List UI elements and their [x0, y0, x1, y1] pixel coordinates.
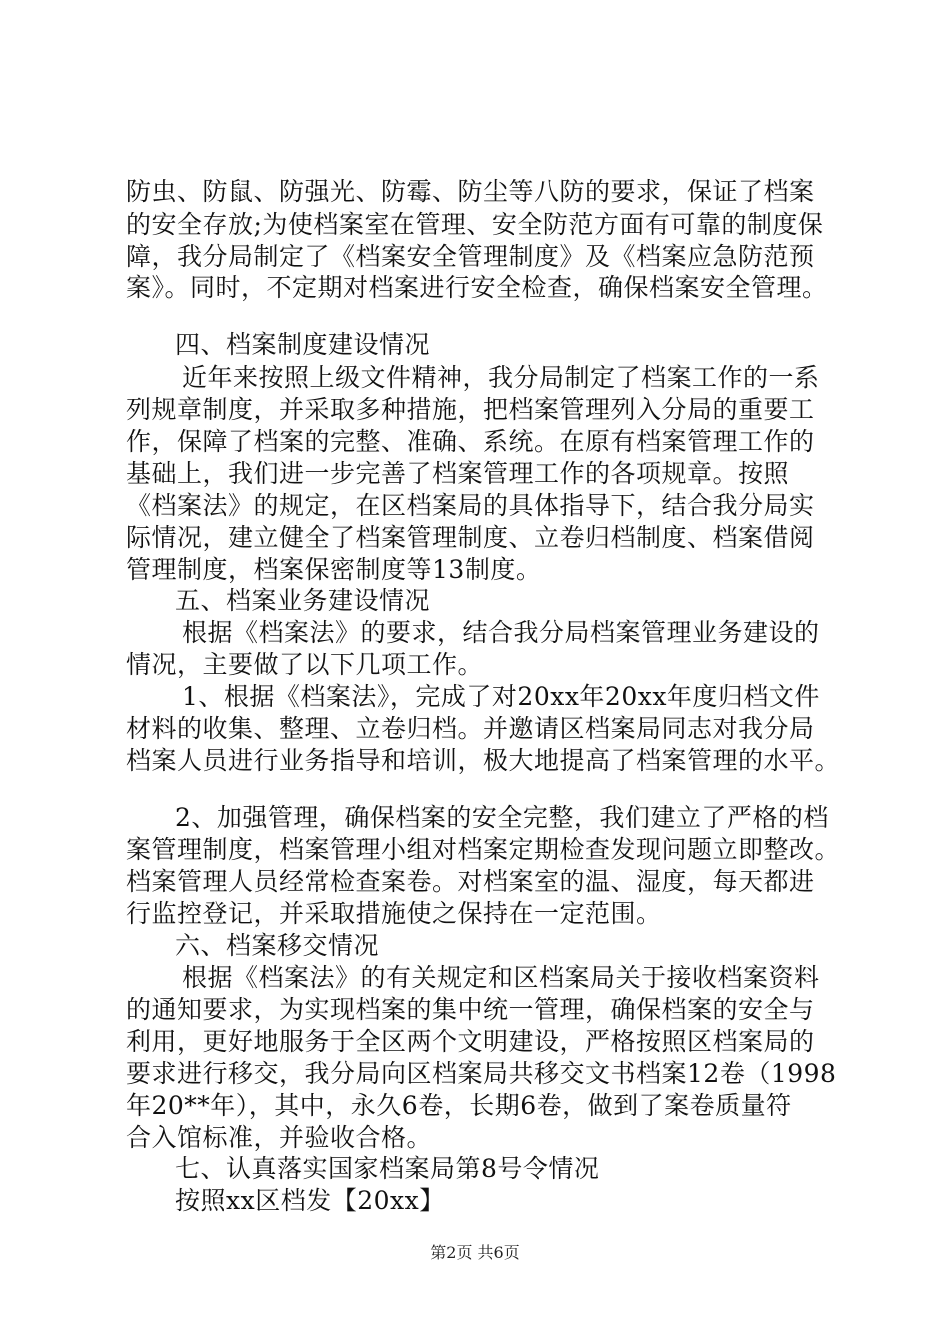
- paragraph-line: 按照xx区档发【20xx】: [175, 1186, 445, 1215]
- paragraph-line: 要求进行移交，我分局向区档案局共移交文书档案12卷（1998: [126, 1059, 837, 1088]
- paragraph-line: 际情况，建立健全了档案管理制度、立卷归档制度、档案借阅: [126, 523, 815, 552]
- section-heading: 七、认真落实国家档案局第8号令情况: [175, 1154, 600, 1183]
- paragraph-line: 基础上，我们进一步完善了档案管理工作的各项规章。按照: [126, 459, 790, 488]
- paragraph-line: 根据《档案法》的要求，结合我分局档案管理业务建设的: [182, 618, 820, 647]
- paragraph-line: 管理制度，档案保密制度等13制度。: [126, 555, 542, 584]
- paragraph-line: 年20**年），其中，永久6卷，长期6卷，做到了案卷质量符: [126, 1091, 792, 1120]
- paragraph-line: 利用，更好地服务于全区两个文明建设，严格按照区档案局的: [126, 1027, 815, 1056]
- paragraph-line: 障，我分局制定了《档案安全管理制度》及《档案应急防范预: [126, 242, 815, 271]
- paragraph-line: 列规章制度，并采取多种措施，把档案管理列入分局的重要工: [126, 395, 815, 424]
- paragraph-line: 近年来按照上级文件精神，我分局制定了档案工作的一系: [182, 363, 820, 392]
- page-number: 第2页 共6页: [430, 1243, 520, 1262]
- section-heading: 五、档案业务建设情况: [175, 586, 431, 615]
- paragraph-line: 行监控登记，并采取措施使之保持在一定范围。: [126, 899, 662, 928]
- paragraph-line: 根据《档案法》的有关规定和区档案局关于接收档案资料: [182, 963, 820, 992]
- paragraph-line: 情况，主要做了以下几项工作。: [126, 650, 484, 679]
- paragraph-line: 2、加强管理，确保档案的安全完整，我们建立了严格的档: [175, 803, 829, 832]
- paragraph-line: 档案人员进行业务指导和培训，极大地提高了档案管理的水平。: [126, 746, 841, 775]
- paragraph-line: 材料的收集、整理、立卷归档。并邀请区档案局同志对我分局: [126, 714, 815, 743]
- paragraph-line: 的通知要求，为实现档案的集中统一管理，确保档案的安全与: [126, 995, 815, 1024]
- paragraph-line: 的安全存放;为使档案室在管理、安全防范方面有可靠的制度保: [126, 210, 824, 239]
- paragraph-line: 作，保障了档案的完整、准确、系统。在原有档案管理工作的: [126, 427, 815, 456]
- paragraph-line: 合入馆标准，并验收合格。: [126, 1123, 433, 1152]
- section-heading: 六、档案移交情况: [175, 931, 380, 960]
- paragraph-line: 《档案法》的规定，在区档案局的具体指导下，结合我分局实: [126, 491, 815, 520]
- paragraph-line: 1、根据《档案法》，完成了对20xx年20xx年度归档文件: [182, 682, 820, 711]
- paragraph-line: 案》。同时，不定期对档案进行安全检查，确保档案安全管理。: [126, 273, 828, 302]
- paragraph-line: 防虫、防鼠、防强光、防霉、防尘等八防的要求，保证了档案: [126, 177, 815, 206]
- paragraph-line: 案管理制度，档案管理小组对档案定期检查发现问题立即整改。: [126, 835, 841, 864]
- paragraph-line: 档案管理人员经常检查案卷。对档案室的温、湿度，每天都进: [126, 867, 815, 896]
- section-heading: 四、档案制度建设情况: [175, 330, 431, 359]
